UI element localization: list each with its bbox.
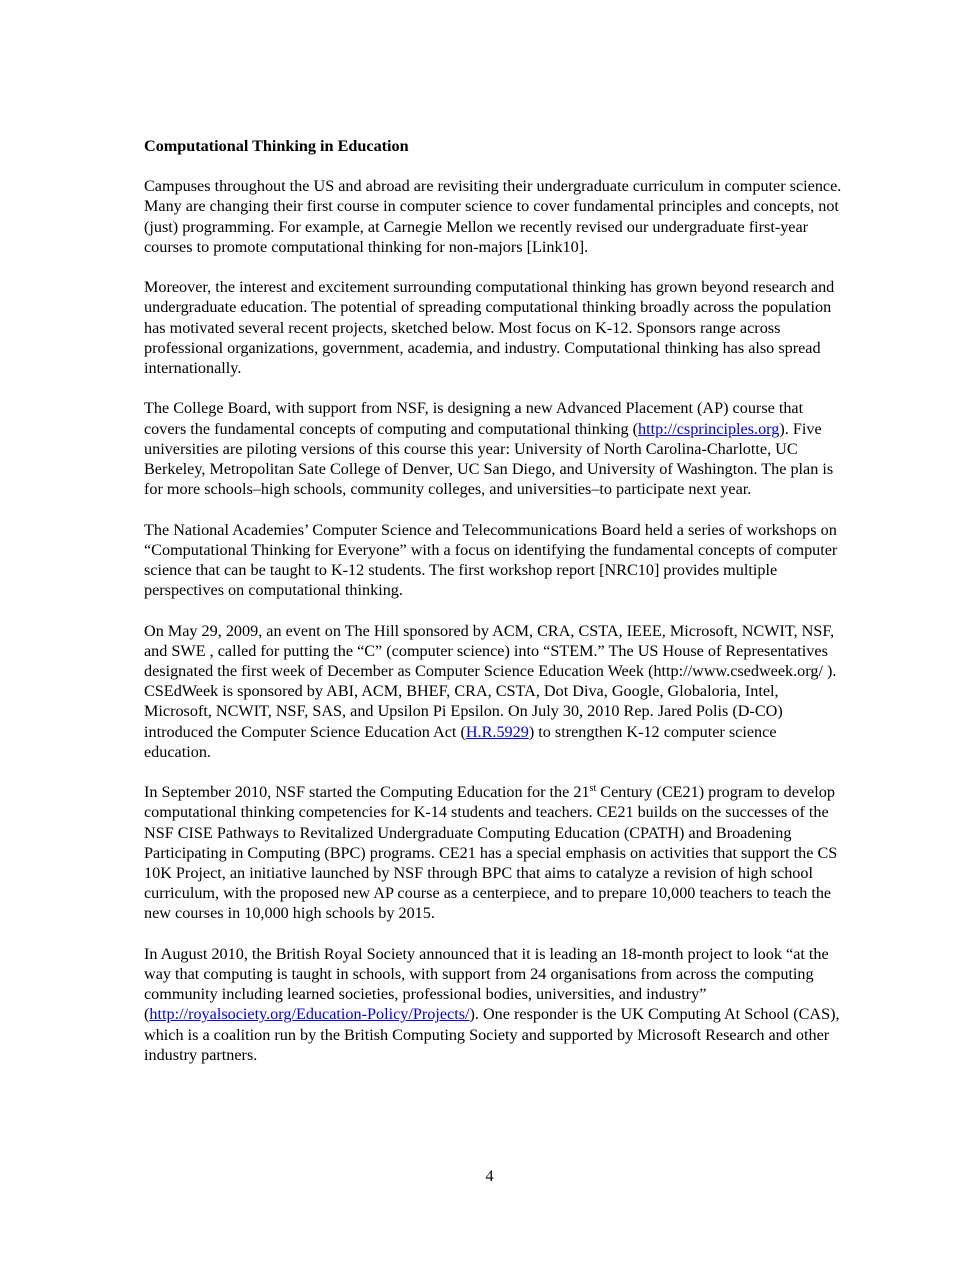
paragraph-text-after: ). One responder is the UK Computing At School (CAS), which is a coalition run by the British Computing Society and supported by Microsoft Research and other industry partners. [144,1005,840,1064]
paragraph-moreover [144,277,844,378]
paragraph-text: Moreover, the interest and excitement surrounding computational thinking has grown beyond research and undergraduate education. The potential of spreading computational thinking broadly across the population has motivated several recent projects, sketched below. Most focus on K-12. Sponsors range across professional organizations, government, academia, and industry. Computational thinking has also spread internationally. [144,278,835,378]
paragraph-text-before: On May 29, 2009, an event on The Hill sponsored by ACM, CRA, CSTA, IEEE, Microsoft, NCWIT, NSF, and SWE , called for putting the “C” (computer science) into “STEM.” The US House of Representatives designated the first week of December as Computer Science Education Week (http://www.csedweek.org/ ). CSEdWeek is sponsored by ABI, ACM, BHEF, CRA, CSTA, Dot Diva, Google, Globaloria, Intel, Microsoft, NCWIT, NSF, SAS, and Upsilon Pi Epsilon. On July 30, 2010 Rep. Jared Polis (D-CO) introduced the Computer Science Education Act ( [144,621,837,741]
paragraph-august-2010 [144,944,844,1065]
paragraph-text-before: In September 2010, NSF started the Computing Education for the 21 [144,783,590,802]
royalsociety-link[interactable]: http://royalsociety.org/Education-Policy/Projects/ [149,1005,470,1024]
hr5929-link[interactable]: H.R.5929 [465,722,529,741]
paragraph-national-academies [144,520,844,601]
paragraph-may-2009 [144,621,844,762]
document-page [144,136,844,1085]
paragraph-text-before: The College Board, with support from NSF, is designing a new Advanced Placement (AP) course that covers the fundamental concepts of computing and computational thinking ( [144,399,804,438]
paragraph-text-after: ) to strengthen K-12 computer science education. [144,722,777,761]
paragraph-text: The National Academies’ Computer Science and Telecommunications Board held a series of workshops on “Computational Thinking for Everyone” with a focus on identifying the fundamental concepts of computer science that can be taught to K-12 students. The first workshop report [NRC10] provides multiple perspectives on computational thinking. [144,520,838,600]
paragraph-college-board [144,398,844,499]
section-heading: Computational Thinking in Education [144,137,409,155]
paragraph-text: Campuses throughout the US and abroad are revisiting their undergraduate curriculum in computer science. Many are changing their first course in computer science to cover fundamental principles and concepts, not (just) programming. For example, at Carnegie Mellon we recently revised our undergraduate first-year courses to promote computational thinking for non-majors [Link10]. [144,177,842,256]
paragraph-text-after: ). Five universities are piloting versions of this course this year: University of North Carolina-Charlotte, UC Berkeley, Metropolitan Sate College of Denver, UC San Diego, and University of Washington. The plan is for more schools–high schools, community colleges, and universities–to participate next year. [144,419,834,499]
paragraph-september-2010 [144,782,844,923]
csprinciples-link[interactable]: http://csprinciples.org [638,419,780,438]
paragraph-text-before: In August 2010, the British Royal Society announced that it is leading an 18-month project to look “at the way that computing is taught in schools, with support from 24 organisations from across the computing community including learned societies, professional bodies, universities, and industry” ( [144,944,829,1024]
paragraph-campuses [144,176,844,257]
page-number: 4 [485,1167,494,1185]
superscript-st: st [589,783,597,795]
paragraph-text-after: Century (CE21) program to develop computational thinking competencies for K-14 students and teachers. CE21 builds on the successes of the NSF CISE Pathways to Revitalized Undergraduate Computing Education (CPATH) and Broadening Participating in Computing (BPC) programs. CE21 has a special emphasis on activities that support the CS 10K Project, an initiative launched by NSF through BPC that aims to catalyze a revision of high school curriculum, with the proposed new AP course as a centerpiece, and to prepare 10,000 teachers to teach the new courses in 10,000 high schools by 2015. [144,783,838,923]
